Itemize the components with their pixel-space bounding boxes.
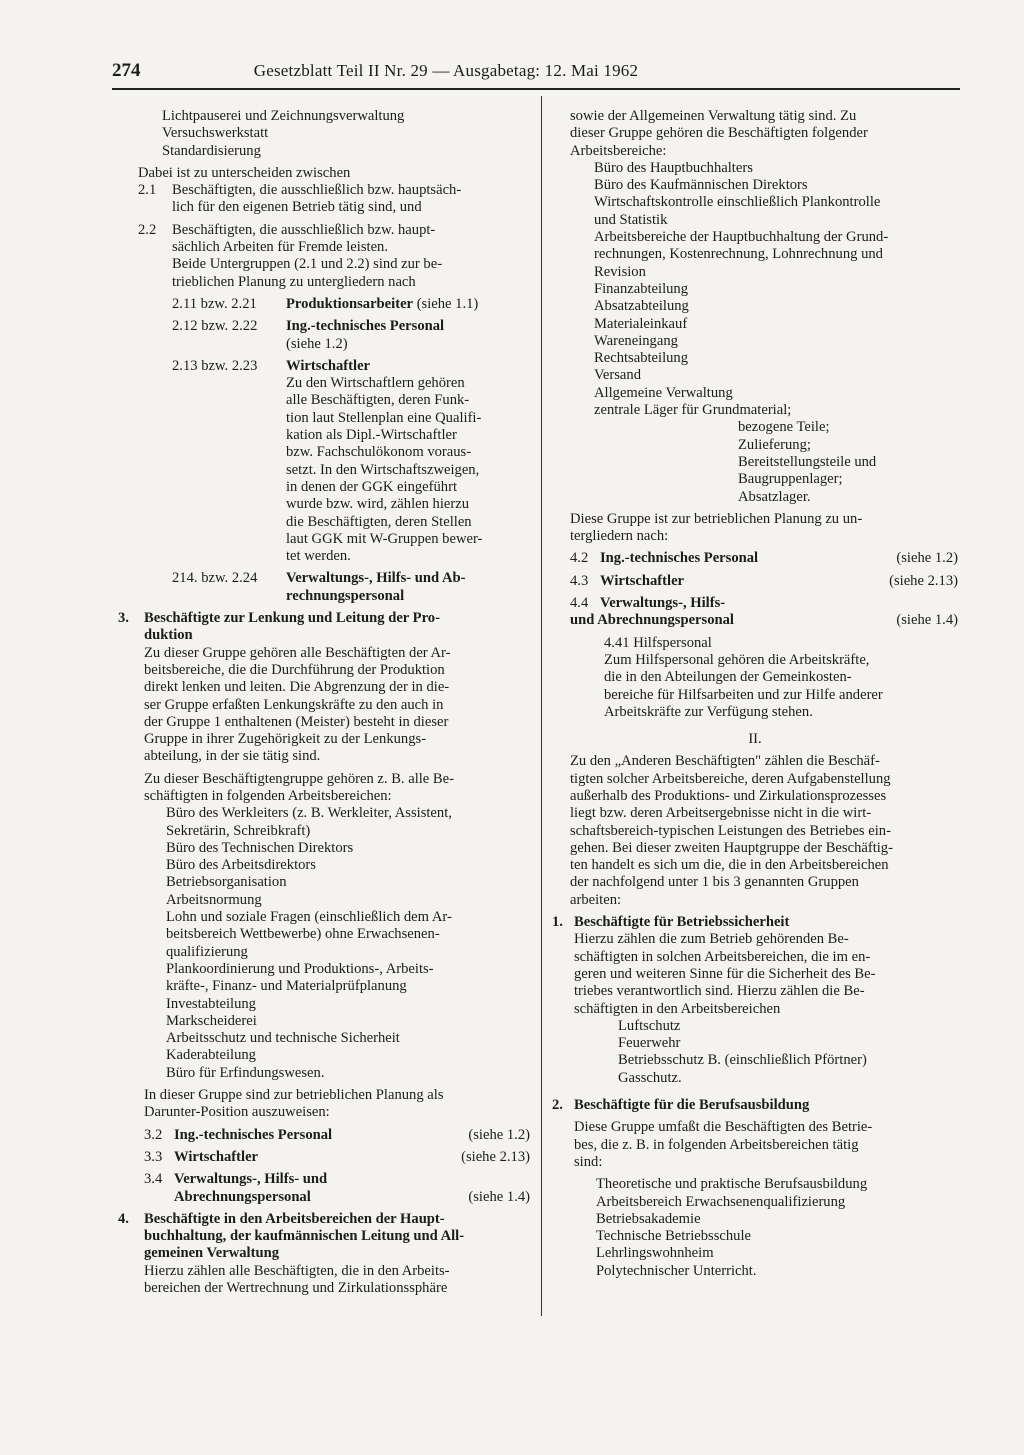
item-ref: (siehe 1.2) — [896, 550, 958, 567]
item-number: 2.2 — [138, 221, 157, 238]
item-title: Verwaltungs-, Hilfs- und Ab- — [286, 570, 466, 587]
item-number: 4.2 — [570, 550, 589, 567]
list-item: Rechtsabteilung — [594, 350, 689, 367]
list-item: Luftschutz — [618, 1017, 681, 1034]
list-item: Versand — [594, 367, 642, 384]
list-item: Revision — [594, 263, 646, 280]
item-4-41 — [552, 635, 958, 721]
text-line: Diese Gruppe umfaßt die Beschäftigten des Betrie- — [574, 1119, 873, 1136]
section-title: buchhaltung, der kaufmännischen Leitung und All- — [144, 1228, 465, 1245]
text-line: Arbeitskräfte zur Verfügung stehen. — [604, 703, 813, 720]
text-line: tet werden. — [286, 548, 351, 565]
section-3-paragraph-3 — [138, 1087, 530, 1122]
item-number: 4.3 — [570, 572, 589, 589]
header-rule — [112, 88, 960, 90]
list-item: Investabteilung — [166, 995, 256, 1012]
section-3-paragraph-1 — [138, 645, 530, 766]
list-item: Sekretärin, Schreibkraft) — [166, 822, 311, 839]
item-number: 214. bzw. 2.24 — [172, 570, 258, 587]
section-title: Beschäftigte in den Arbeitsbereichen der Haupt- — [144, 1210, 445, 1227]
section-4-paragraph-1 — [138, 1263, 530, 1298]
list-item: Zulieferung; — [738, 436, 811, 453]
item-2-2 — [138, 222, 530, 257]
item-number: 3.3 — [144, 1148, 163, 1165]
section-3-paragraph-2 — [138, 771, 530, 806]
text-line: arbeiten: — [570, 891, 622, 908]
section-4-paragraph-2 — [552, 511, 958, 546]
section-title: gemeinen Verwaltung — [144, 1245, 279, 1262]
list-item: Büro des Arbeitsdirektors — [166, 857, 316, 874]
list-item: Arbeitsbereich Erwachsenenqualifizierung — [596, 1193, 846, 1210]
section-number: 2. — [552, 1097, 563, 1114]
text-line: der nachfolgend unter 1 bis 3 genannten Gruppen — [570, 874, 859, 891]
list-item: und Statistik — [594, 211, 668, 228]
text-line: In dieser Gruppe sind zur betrieblichen Planung als — [144, 1087, 444, 1104]
text-line: Zu den „Anderen Beschäftigten" zählen die Beschäf- — [570, 753, 880, 770]
text-line: tigten solcher Arbeitsbereiche, deren Aufgabenstellung — [570, 770, 891, 787]
item-number: 2.12 bzw. 2.22 — [172, 318, 258, 335]
text-line: Zu dieser Beschäftigtengruppe gehören z. B. alle Be- — [144, 770, 455, 787]
gazette-title: Gesetzblatt Teil II Nr. 29 — Ausgabetag: 12. Mai 1962 — [253, 61, 639, 80]
text-line: Beschäftigten, die ausschließlich bzw. haupt- — [172, 221, 436, 238]
item-ref: (siehe 1.2) — [286, 335, 348, 352]
item-title: Produktionsarbeiter — [286, 295, 414, 312]
list-item: Baugruppenlager; — [738, 471, 843, 488]
list-item: Allgemeine Verwaltung — [594, 384, 733, 401]
item-2-11 — [138, 296, 530, 313]
section-title: Beschäftigte zur Lenkung und Leitung der Pro- — [144, 610, 440, 627]
section-ii-paragraph — [552, 753, 958, 909]
text-line: außerhalb des Produktions- und Zirkulationsprozesses — [570, 787, 887, 804]
list-item: Technische Betriebsschule — [596, 1228, 751, 1245]
list-item: Arbeitsbereiche der Hauptbuchhaltung der Grund- — [594, 229, 889, 246]
section-number: 1. — [552, 914, 563, 931]
text-line: die Beschäftigten, deren Stellen — [286, 513, 472, 530]
text-line: sowie der Allgemeinen Verwaltung tätig sind. Zu — [570, 108, 857, 124]
text-line: Arbeitsbereiche: — [570, 142, 667, 159]
text-line: Beschäftigten, die ausschließlich bzw. hauptsäch- — [172, 182, 462, 199]
list-item: Arbeitsschutz und technische Sicherheit — [166, 1030, 400, 1047]
list-item: Büro des Technischen Direktors — [166, 839, 354, 856]
left-column — [118, 108, 530, 1297]
section-3-list — [138, 805, 530, 1082]
right-column — [552, 108, 958, 1280]
item-title: Verwaltungs-, Hilfs- und — [174, 1171, 328, 1188]
list-item: Lohn und soziale Fragen (einschließlich dem Ar- — [166, 909, 452, 926]
item-title: Verwaltungs-, Hilfs- — [600, 595, 726, 612]
column-divider — [541, 96, 542, 1316]
item-number: 3.4 — [144, 1171, 163, 1188]
page-header — [112, 60, 960, 82]
item-title: Hilfspersonal — [633, 634, 712, 651]
item-number: 3.2 — [144, 1126, 163, 1143]
item-title: Abrechnungspersonal — [174, 1188, 311, 1205]
section-4-heading — [118, 1211, 530, 1263]
text-line: sind: — [574, 1153, 603, 1170]
paragraph: Dabei ist zu unterscheiden zwischen — [138, 164, 351, 181]
list-item: Feuerwehr — [618, 1035, 681, 1052]
item-ref: (siehe 1.2) — [468, 1126, 530, 1143]
text-line: ser Gruppe erfaßten Lenkungskräfte zu den auch in — [144, 696, 444, 713]
item-number: 4.41 — [604, 634, 630, 651]
text-line: bereichen der Wertrechnung und Zirkulationssphäre — [144, 1280, 448, 1296]
item-title: Ing.-technisches Personal — [174, 1126, 333, 1143]
page-number: 274 — [112, 60, 141, 81]
list-item: Büro für Erfindungswesen. — [166, 1064, 325, 1081]
item-ref: (siehe 1.4) — [896, 612, 958, 629]
item-ref: (siehe 1.1) — [416, 295, 479, 312]
text-line: Zum Hilfspersonal gehören die Arbeitskräfte, — [604, 651, 870, 668]
list-item: Arbeitsnormung — [166, 891, 262, 908]
list-item: Materialeinkauf — [594, 315, 688, 332]
text-line: Beide Untergruppen (2.1 und 2.2) sind zur be- — [172, 256, 443, 273]
text-line: ten handelt es sich um die, die in den Arbeitsbereichen — [570, 857, 889, 874]
text-line: triebes verantwortlich sind. Hierzu zählen die Be- — [574, 983, 865, 1000]
text-line: Hierzu zählen die zum Betrieb gehörenden Be- — [574, 931, 849, 948]
text-line: schäftigten in solchen Arbeitsbereichen, die im en- — [574, 948, 871, 965]
item-4-3 — [552, 573, 958, 590]
list-item: Büro des Kaufmännischen Direktors — [594, 177, 808, 194]
item-2-14 — [138, 570, 530, 605]
list-item: Theoretische und praktische Berufsausbildung — [596, 1176, 868, 1193]
list-item: Plankoordinierung und Produktions-, Arbeits- — [166, 960, 434, 977]
text-line: Zu dieser Gruppe gehören alle Beschäftigten der Ar- — [144, 644, 451, 661]
section-title: Beschäftigte für Betriebssicherheit — [574, 914, 790, 931]
list-item: Finanzabteilung — [594, 280, 689, 297]
text-line: schaftsbereich-typischen Leistungen des Betriebes ein- — [570, 822, 891, 839]
list-item: bezogene Teile; — [738, 419, 830, 436]
text-line: gehen. Bei dieser zweiten Hauptgruppe der Beschäftig- — [570, 839, 893, 856]
text-line: bereiche für Hilfsarbeiten und zur Hilfe anderer — [604, 686, 883, 703]
section-ii-2-heading — [552, 1097, 958, 1114]
list-item: Wareneingang — [594, 332, 678, 349]
item-4-4 — [552, 595, 958, 630]
section-title: Beschäftigte für die Berufsausbildung — [574, 1097, 810, 1114]
text-line: kation als Dipl.-Wirtschaftler — [286, 427, 457, 444]
text-line: in denen der GGK eingeführt — [286, 478, 458, 495]
section-ii-2-text — [552, 1119, 958, 1171]
section-number: 4. — [118, 1210, 129, 1227]
text-line: direkt lenken und leiten. Die Abgrenzung der in die- — [144, 679, 450, 696]
text-line: liegt bzw. deren Arbeitsergebnisse nicht in die wirt- — [570, 805, 872, 822]
section-4-list — [552, 160, 958, 419]
list-item: Büro des Hauptbuchhalters — [594, 159, 753, 176]
item-4-2 — [552, 550, 958, 567]
list-item: beitsbereich Wettbewerbe) ohne Erwachsenen- — [166, 926, 440, 943]
text-line: Hierzu zählen alle Beschäftigten, die in den Arbeits- — [144, 1262, 450, 1279]
list-item: Kaderabteilung — [166, 1047, 256, 1064]
storage-sublist — [552, 419, 958, 505]
item-3-3 — [138, 1149, 530, 1166]
item-number: 4.4 — [570, 595, 589, 612]
item-number: 2.11 bzw. 2.21 — [172, 295, 257, 312]
list-item: Betriebsschutz B. (einschließlich Pförtner) — [618, 1052, 867, 1069]
section-ii-2-list — [552, 1176, 958, 1280]
text-line: tion laut Stellenplan eine Qualifi- — [286, 409, 482, 426]
text-line: dieser Gruppe gehören die Beschäftigten folgender — [570, 125, 868, 142]
section-title: duktion — [144, 627, 193, 644]
item-2-13 — [138, 358, 530, 566]
text-line: wurde bzw. wird, zählen hierzu — [286, 496, 470, 513]
text-line: laut GGK mit W-Gruppen bewer- — [286, 530, 483, 547]
item-ref: (siehe 1.4) — [468, 1188, 530, 1205]
text-line: Zu den Wirtschaftlern gehören — [286, 375, 465, 392]
list-item: Versuchswerkstatt — [162, 125, 269, 142]
item-number: 2.1 — [138, 182, 157, 199]
item-ref: (siehe 2.13) — [461, 1148, 530, 1165]
text-line: beitsbereiche, die die Durchführung der Produktion — [144, 661, 445, 678]
item-title: und Abrechnungspersonal — [570, 612, 734, 629]
item-2-1 — [138, 182, 530, 217]
section-ii-1-text — [552, 931, 958, 1017]
text-line: alle Beschäftigten, deren Funk- — [286, 392, 470, 409]
text-line: bes, die z. B. in folgenden Arbeitsbereichen tätig — [574, 1136, 859, 1153]
section-3-heading — [118, 610, 530, 645]
list-item: Lehrlingswohnheim — [596, 1245, 714, 1262]
list-item: qualifizierung — [166, 943, 248, 960]
list-item: kräfte-, Finanz- und Materialprüfplanung — [166, 978, 407, 995]
top-list — [138, 108, 530, 160]
item-3-2 — [138, 1127, 530, 1144]
text-line: schäftigten in folgenden Arbeitsbereichen: — [144, 787, 392, 804]
text-line: der Gruppe 1 enthaltenen (Meister) besteht in dieser — [144, 713, 449, 730]
item-3-4 — [138, 1171, 530, 1206]
text-line: schäftigten in den Arbeitsbereichen — [574, 1000, 781, 1017]
list-item: Bereitstellungsteile und — [738, 453, 877, 470]
text-line: lich für den eigenen Betrieb tätig sind, und — [172, 199, 422, 216]
list-item: Absatzlager. — [738, 488, 811, 505]
text-line: trieblichen Planung zu untergliedern nach — [172, 273, 416, 290]
item-title: Wirtschaftler — [174, 1148, 259, 1165]
text-line: Gruppe in ihrer Zugehörigkeit zu der Lenkungs- — [144, 731, 427, 748]
section-ii-1-heading — [552, 914, 958, 931]
list-item: Standardisierung — [162, 142, 261, 159]
text-line: geren und weiteren Sinne für die Sicherheit des Be- — [574, 965, 876, 982]
item-2-12 — [138, 318, 530, 353]
item-ref: (siehe 2.13) — [889, 572, 958, 589]
section-roman-heading: II. — [748, 731, 762, 748]
list-item: Betriebsorganisation — [166, 874, 287, 891]
list-item: Büro des Werkleiters (z. B. Werkleiter, Assistent, — [166, 805, 452, 822]
list-item: rechnungen, Kostenrechnung, Lohnrechnung und — [594, 246, 883, 263]
text-line: setzt. In den Wirtschaftszweigen, — [286, 461, 480, 478]
list-item: Gasschutz. — [618, 1069, 682, 1086]
item-title: Wirtschaftler — [286, 357, 371, 374]
item-title: Wirtschaftler — [600, 572, 685, 589]
list-item: Polytechnischer Unterricht. — [596, 1262, 757, 1279]
section-ii-1-list — [552, 1018, 958, 1087]
text-line: Darunter-Position auszuweisen: — [144, 1104, 330, 1121]
text-line: Diese Gruppe ist zur betrieblichen Planung zu un- — [570, 510, 863, 527]
text-line: die in den Abteilungen der Gemeinkosten- — [604, 669, 852, 686]
item-number: 2.13 bzw. 2.23 — [172, 357, 258, 374]
item-title: Ing.-technisches Personal — [600, 550, 759, 567]
list-item: Wirtschaftskontrolle einschließlich Plankontrolle — [594, 194, 881, 211]
section-4-continuation — [552, 108, 958, 160]
list-item: Markscheiderei — [166, 1012, 257, 1029]
text-line: tergliedern nach: — [570, 528, 669, 545]
text-line: sächlich Arbeiten für Fremde leisten. — [172, 239, 388, 256]
item-title: Ing.-technisches Personal — [286, 318, 445, 335]
beide-paragraph — [138, 256, 530, 291]
section-number: 3. — [118, 610, 129, 627]
list-item: Absatzabteilung — [594, 298, 689, 315]
text-line: bzw. Fachschulökonom voraus- — [286, 444, 472, 461]
list-item: zentrale Läger für Grundmaterial; — [594, 402, 792, 419]
item-title: rechnungspersonal — [286, 587, 405, 604]
list-item: Betriebsakademie — [596, 1210, 701, 1227]
text-line: abteilung, in der sie tätig sind. — [144, 748, 321, 765]
list-item: Lichtpauserei und Zeichnungsverwaltung — [162, 108, 405, 124]
